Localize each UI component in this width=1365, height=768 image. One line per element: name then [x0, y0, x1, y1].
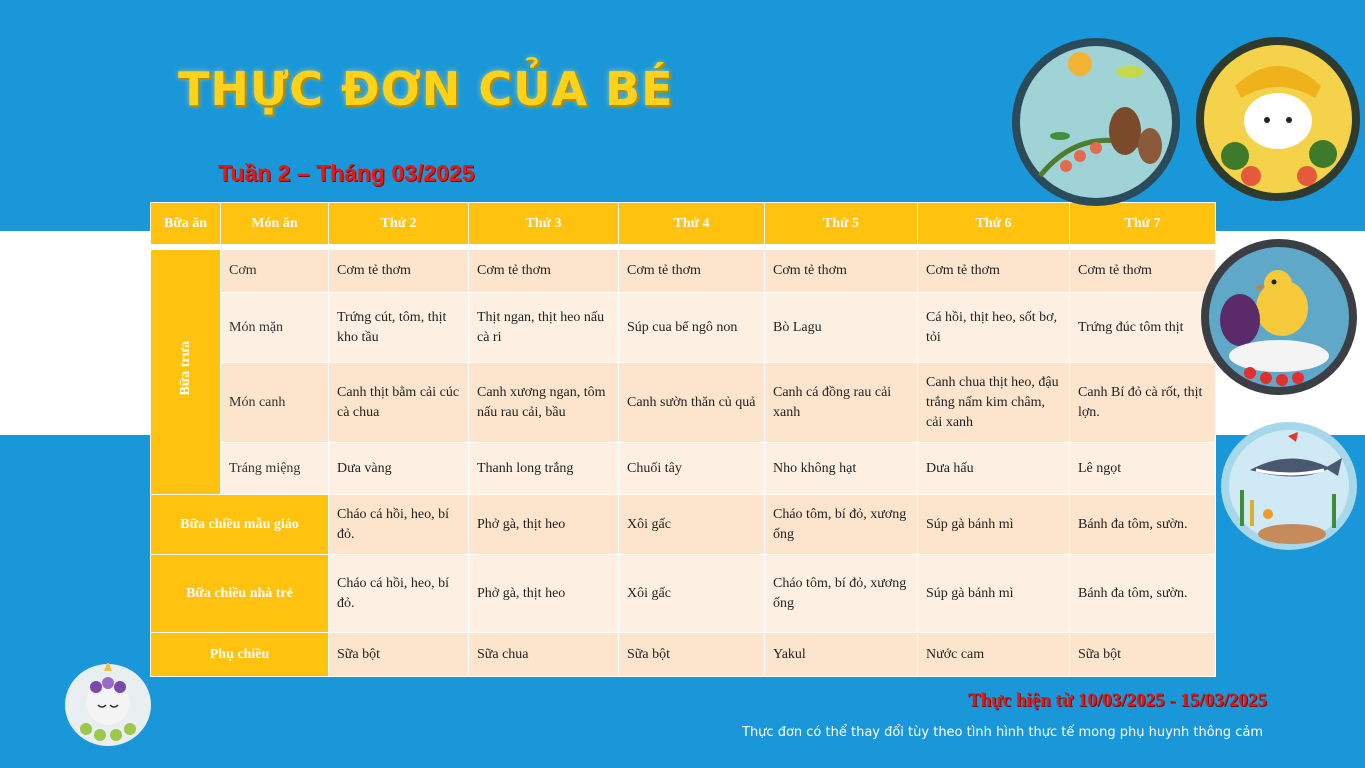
- meal-label: Phụ chiều: [151, 633, 329, 677]
- menu-cell: Bánh đa tôm, sườn.: [1070, 495, 1216, 555]
- menu-cell: Phở gà, thịt heo: [469, 495, 619, 555]
- menu-cell: Dưa hấu: [918, 443, 1070, 495]
- menu-table: [150, 202, 1216, 677]
- footer-date: Thực hiện từ 10/03/2025 - 15/03/2025: [968, 690, 1267, 711]
- food-plate-image: [1220, 420, 1358, 552]
- menu-cell: Canh xương ngan, tôm nấu rau cải, bầu: [469, 363, 619, 443]
- menu-cell: Cơm tẻ thơm: [765, 250, 918, 293]
- menu-cell: Bò Lagu: [765, 293, 918, 363]
- header-cell: Thứ 4: [619, 203, 765, 245]
- header-cell: Thứ 7: [1070, 203, 1216, 245]
- food-plate-image: [1195, 36, 1361, 202]
- menu-cell: Dưa vàng: [329, 443, 469, 495]
- menu-cell: Yakul: [765, 633, 918, 677]
- menu-cell: Sữa bột: [619, 633, 765, 677]
- header-cell: Thứ 5: [765, 203, 918, 245]
- food-plate-image: [1010, 36, 1182, 208]
- menu-cell: Sữa bột: [1070, 633, 1216, 677]
- menu-cell: Cơm tẻ thơm: [918, 250, 1070, 293]
- food-plate-image: [64, 663, 152, 747]
- menu-cell: Phở gà, thịt heo: [469, 555, 619, 633]
- meal-label: Bữa chiều nhà trẻ: [151, 555, 329, 633]
- menu-cell: Chuối tây: [619, 443, 765, 495]
- menu-cell: Bánh đa tôm, sườn.: [1070, 555, 1216, 633]
- table-row: [151, 443, 1216, 495]
- menu-cell: Trứng cút, tôm, thịt kho tầu: [329, 293, 469, 363]
- menu-cell: Trứng đúc tôm thịt: [1070, 293, 1216, 363]
- menu-cell: Cơm tẻ thơm: [329, 250, 469, 293]
- footer-note: Thực đơn có thể thay đổi tùy theo tình hình thực tế mong phụ huynh thông cảm: [742, 725, 1264, 740]
- header-cell: Món ăn: [221, 203, 329, 245]
- menu-cell: Cơm tẻ thơm: [1070, 250, 1216, 293]
- menu-cell: Cháo cá hồi, heo, bí đỏ.: [329, 555, 469, 633]
- menu-cell: Lê ngọt: [1070, 443, 1216, 495]
- dish-label: Tráng miệng: [221, 443, 329, 495]
- week-subtitle: Tuần 2 – Tháng 03/2025: [218, 160, 475, 186]
- header-cell: Thứ 2: [329, 203, 469, 245]
- menu-cell: Thịt ngan, thịt heo nấu cà ri: [469, 293, 619, 363]
- menu-cell: Canh chua thịt heo, đậu trắng nấm kim châm, cải xanh: [918, 363, 1070, 443]
- menu-cell: Xôi gấc: [619, 495, 765, 555]
- menu-cell: Canh Bí đỏ cà rốt, thịt lợn.: [1070, 363, 1216, 443]
- food-plate-image: [1200, 238, 1358, 396]
- dish-label: Món canh: [221, 363, 329, 443]
- table-row: [151, 495, 1216, 555]
- menu-cell: Xôi gấc: [619, 555, 765, 633]
- menu-cell: Súp gà bánh mì: [918, 555, 1070, 633]
- menu-cell: Cơm tẻ thơm: [619, 250, 765, 293]
- menu-cell: Súp gà bánh mì: [918, 495, 1070, 555]
- dish-label: Món mặn: [221, 293, 329, 363]
- menu-cell: Cháo tôm, bí đỏ, xương ống: [765, 555, 918, 633]
- menu-cell: Súp cua bể ngô non: [619, 293, 765, 363]
- header-cell: Bữa ăn: [151, 203, 221, 245]
- page-title: THỰC ĐƠN CỦA BÉ: [178, 62, 674, 116]
- lunch-label: Bữa trưa: [177, 341, 193, 396]
- table-row: [151, 293, 1216, 363]
- menu-cell: Cơm tẻ thơm: [469, 250, 619, 293]
- header-row: [151, 203, 1216, 245]
- table-row: [151, 363, 1216, 443]
- table-row: [151, 250, 1216, 293]
- menu-cell: Thanh long trắng: [469, 443, 619, 495]
- dish-label: Cơm: [221, 250, 329, 293]
- menu-cell: Nho không hạt: [765, 443, 918, 495]
- menu-cell: Cháo tôm, bí đỏ, xương ống: [765, 495, 918, 555]
- menu-cell: Canh cá đồng rau cải xanh: [765, 363, 918, 443]
- header-cell: Thứ 3: [469, 203, 619, 245]
- menu-cell: Sữa chua: [469, 633, 619, 677]
- menu-cell: Canh thịt bằm cải cúc cà chua: [329, 363, 469, 443]
- header-cell: Thứ 6: [918, 203, 1070, 245]
- table-row: [151, 555, 1216, 633]
- menu-cell: Cháo cá hồi, heo, bí đỏ.: [329, 495, 469, 555]
- menu-cell: Sữa bột: [329, 633, 469, 677]
- lunch-label-cell: [151, 250, 221, 495]
- menu-cell: Cá hồi, thịt heo, sốt bơ, tỏi: [918, 293, 1070, 363]
- meal-label: Bữa chiều mẫu giáo: [151, 495, 329, 555]
- menu-cell: Nước cam: [918, 633, 1070, 677]
- menu-cell: Canh sườn thăn củ quả: [619, 363, 765, 443]
- table-row: [151, 633, 1216, 677]
